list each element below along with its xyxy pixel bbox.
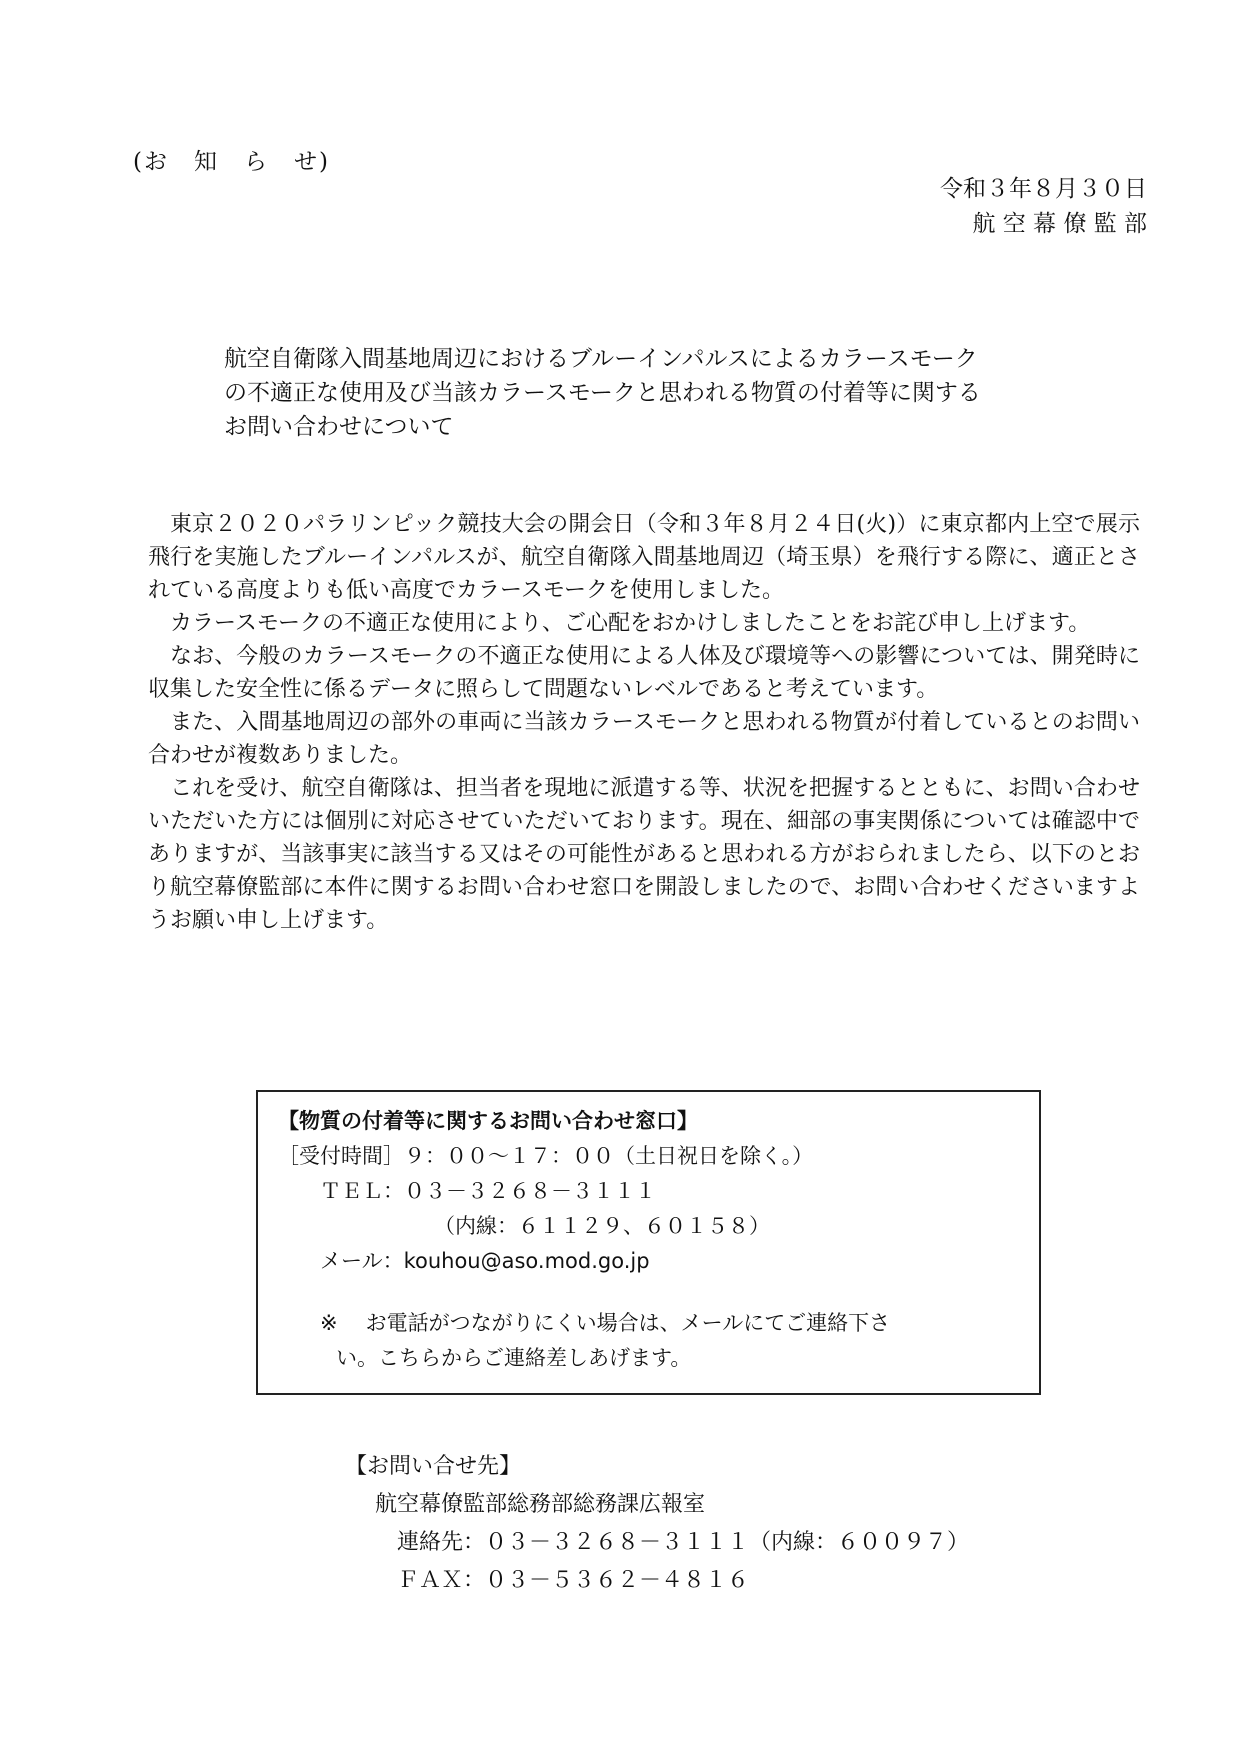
contact-note bbox=[320, 1306, 1020, 1376]
inquiry-heading: 【お問い合せ先】 bbox=[345, 1454, 522, 1479]
body-paragraph-5: これを受け、航空自衛隊は、担当者を現地に派遣する等、状況を把握するとともに、お問い合わせいただいた方には個別に対応させていただいております。現在、細部の事実関係については確認中でありますが、当該事実に該当する又はその可能性があると思われる方がおられましたら、以下のとおり航空幕僚監部に本件に関するお問い合わせ窓口を開設しましたので、お問い合わせくださいますようお願い申し上げます。 bbox=[148, 776, 1140, 933]
inquiry-phone: 連絡先：０３－３２６８－３１１１（内線：６００９７） bbox=[397, 1530, 970, 1555]
body-paragraph-2: カラースモークの不適正な使用により、ご心配をおかけしましたことをお詫び申し上げます。 bbox=[170, 611, 1091, 636]
contact-box-title: 【物質の付着等に関するお問い合わせ窓口】 bbox=[278, 1109, 698, 1133]
contact-extension: （内線：６１１２９、６０１５８） bbox=[434, 1214, 770, 1238]
header-issuer bbox=[940, 172, 1147, 242]
title-line-1: 航空自衛隊入間基地周辺におけるブルーインパルスによるカラースモーク bbox=[224, 346, 978, 372]
note-mark: ※ bbox=[320, 1311, 338, 1335]
issuing-organization: 航 空 幕 僚 監 部 bbox=[972, 211, 1147, 237]
inquiry-department: 航空幕僚監部総務部総務課広報室 bbox=[375, 1492, 706, 1517]
notice-label: (お 知 ら せ) bbox=[133, 149, 330, 175]
contact-email: メール：kouhou@aso.mod.go.jp bbox=[320, 1249, 650, 1273]
note-line-2: い。こちらからご連絡差しあげます。 bbox=[336, 1346, 692, 1370]
body-paragraph-3: なお、今般のカラースモークの不適正な使用による人体及び環境等への影響については、開発時に収集した安全性に係るデータに照らして問題ないレベルであると考えています。 bbox=[148, 644, 1140, 702]
contact-window-box bbox=[256, 1090, 1041, 1395]
document-title bbox=[224, 342, 1084, 444]
inquiry-fax: ＦＡＸ：０３－５３６２－４８１６ bbox=[397, 1568, 750, 1593]
contact-phone: ＴＥＬ：０３－３２６８－３１１１ bbox=[320, 1179, 656, 1203]
body-paragraph-1: 東京２０２０パラリンピック競技大会の開会日（令和３年８月２４日(火)）に東京都内上空で展示飛行を実施したブルーインパルスが、航空自衛隊入間基地周辺（埼玉県）を飛行する際に、適正とされている高度よりも低い高度でカラースモークを使用しました。 bbox=[148, 512, 1140, 603]
note-line-1: お電話がつながりにくい場合は、メールにてご連絡下さ bbox=[365, 1311, 891, 1335]
title-line-2: の不適正な使用及び当該カラースモークと思われる物質の付着等に関する bbox=[224, 380, 981, 406]
body-paragraph-4: また、入間基地周辺の部外の車両に当該カラースモークと思われる物質が付着しているとのお問い合わせが複数ありました。 bbox=[148, 710, 1140, 768]
title-line-3: お問い合わせについて bbox=[224, 414, 454, 440]
issue-date: 令和３年８月３０日 bbox=[940, 176, 1147, 202]
inquiry-section bbox=[345, 1448, 969, 1600]
body-text bbox=[148, 508, 1140, 937]
reception-hours: ［受付時間］９：００～１７：００（土日祝日を除く。） bbox=[278, 1144, 814, 1168]
